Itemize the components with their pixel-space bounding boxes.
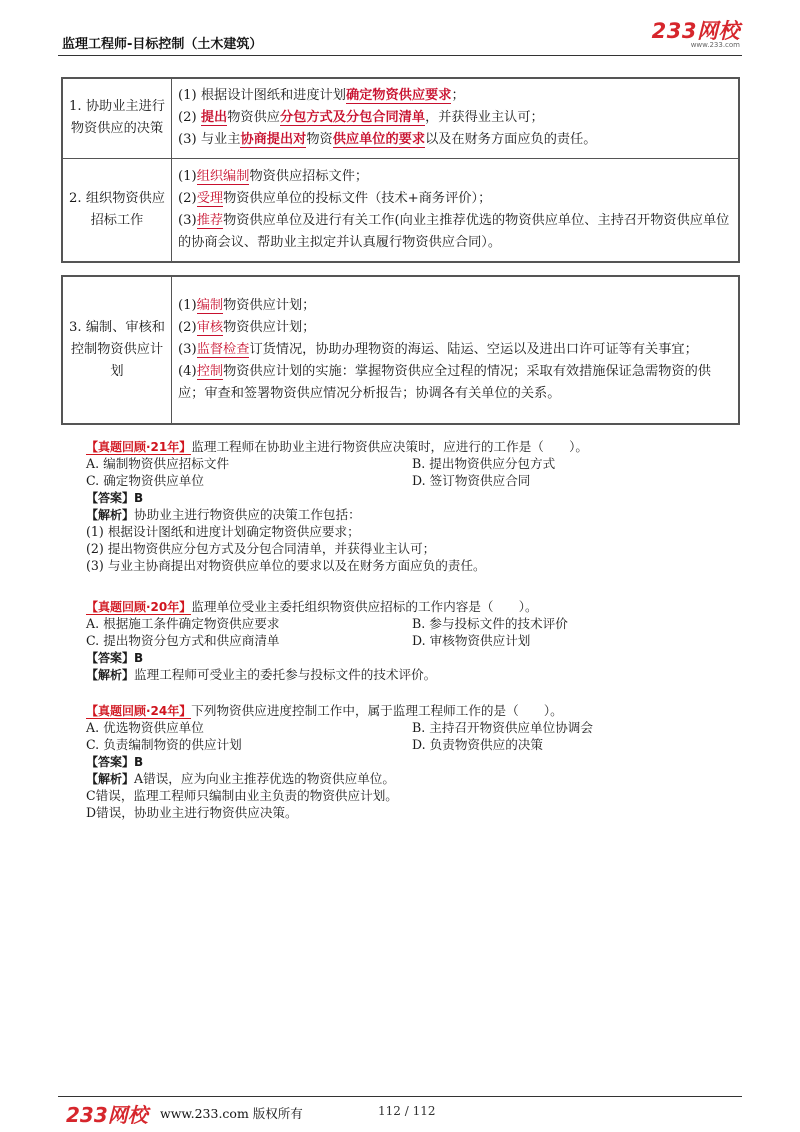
highlighted-keyword: 分包方式及分包合同清单 [280,110,426,126]
text-segment: (1) 根据设计图纸和进度计划 [178,88,346,104]
answer-tag: 【答案】 [86,491,135,505]
answer-option: B. 主持召开物资供应单位协调会 [412,720,593,735]
row-content [172,158,740,262]
question-stem [86,438,726,455]
content-line [178,339,732,361]
options-row [86,472,726,489]
highlighted-keyword: 确定物资供应要求 [345,88,452,104]
highlighted-keyword: 控制 [196,364,224,379]
exam-question-24 [86,702,726,821]
answer-line [86,649,726,666]
header-divider [58,55,742,56]
row-content [172,78,740,158]
brand-logo-text: 233网校 [651,19,740,43]
analysis-line [86,540,726,557]
text-segment: (2) [178,320,197,335]
highlighted-keyword: 审核 [196,320,224,335]
highlighted-keyword: 推荐 [196,212,224,228]
answer-option: A. 根据施工条件确定物资供应要求 [86,616,280,631]
analysis-line [86,523,726,540]
analysis-text: (2) 提出物资供应分包方式及分包合同清单，并获得业主认可； [86,541,436,556]
options-row [86,455,726,472]
text-segment: ，并获得业主认可； [425,110,544,126]
supervision-duties-table-1 [61,77,740,263]
question-stem [86,598,726,615]
answer-value: B [134,755,144,769]
answer-option: C. 提出物资分包方式和供应商清单 [86,633,280,648]
analysis-line [86,666,726,683]
content-line [178,317,732,339]
question-source-tag: 【真题回顾·20年】 [86,600,192,614]
answer-option: A. 优选物资供应单位 [86,720,204,735]
analysis-line [86,506,726,523]
text-segment: (3) [178,212,197,228]
page-number: 112 / 112 [378,1104,436,1118]
analysis-tag: 【解析】 [86,772,135,786]
answer-option: C. 负责编制物资的供应计划 [86,737,242,752]
exam-question-20 [86,598,726,683]
text-segment: 物资供应单位的投标文件（技术+商务评价）； [223,190,492,206]
analysis-text: C错误，监理工程师只编制由业主负责的物资供应计划。 [86,788,398,803]
text-segment: 物资供应招标文件； [249,168,369,184]
footer-brand-logo: 233网校 [66,1103,148,1127]
content-line [178,295,732,317]
table-row [62,276,739,424]
answer-value: B [134,651,144,665]
text-segment: 订货情况，协助办理物资的海运、陆运、空运以及进出口许可证等有关事宜； [249,342,698,357]
answer-option: B. 参与投标文件的技术评价 [412,616,568,631]
text-segment: 以及在财务方面应负的责任。 [425,132,597,148]
analysis-text: 协助业主进行物资供应的决策工作包括： [134,507,361,522]
question-text: 监理工程师在协助业主进行物资供应决策时，应进行的工作是（ ）。 [191,439,588,454]
text-segment: 物资供应计划； [223,298,316,313]
table-row [62,158,739,262]
analysis-line [86,804,726,821]
highlighted-keyword: 协商提出对 [240,132,307,148]
question-source-tag: 【真题回顾·24年】 [86,704,192,718]
answer-option: D. 审核物资供应计划 [412,633,531,648]
options-row [86,736,726,753]
content-line [178,188,732,210]
analysis-text: A错误，应为向业主推荐优选的物资供应单位。 [134,771,395,786]
row-label: 1. 协助业主进行物资供应的决策 [62,78,172,158]
content-line [178,166,732,188]
text-segment: 物资供应单位及进行有关工作(向业主推荐优选的物资供应单位、主持召开物资供应单位的协商会议、帮助业主拟定并认真履行物资供应合同）。 [178,212,730,250]
text-segment: (2) [178,190,197,206]
answer-option: D. 签订物资供应合同 [412,473,531,488]
text-segment: (2) [178,110,201,126]
analysis-text: D错误，协助业主进行物资供应决策。 [86,805,298,820]
analysis-tag: 【解析】 [86,668,135,682]
options-row [86,615,726,632]
footer-copyright: www.233.com 版权所有 [160,1106,303,1121]
question-text: 下列物资供应进度控制工作中，属于监理工程师工作的是（ ）。 [191,703,563,718]
analysis-line [86,770,726,787]
highlighted-keyword: 监督检查 [196,342,250,357]
text-segment: (3) [178,342,197,357]
text-segment: 物资 [306,132,333,148]
text-segment: 物资供应计划； [223,320,316,335]
text-segment: ； [451,88,465,104]
brand-logo [652,20,740,49]
content-line [178,85,732,107]
analysis-line [86,557,726,574]
question-stem [86,702,726,719]
analysis-tag: 【解析】 [86,508,135,522]
row-label: 2. 组织物资供应招标工作 [62,158,172,262]
text-segment: (1) [178,168,197,184]
highlighted-keyword: 组织编制 [196,168,250,184]
document-header-title: 监理工程师-目标控制（土木建筑） [62,37,263,52]
text-segment: (3) 与业主 [178,132,241,148]
answer-line [86,753,726,770]
question-source-tag: 【真题回顾·21年】 [86,440,192,454]
text-segment: 物资供应计划的实施：掌握物资供应全过程的情况；采取有效措施保证急需物资的供应；审查和签署物资供应情况分析报告；协调各有关单位的关系。 [178,364,711,401]
analysis-line [86,787,726,804]
options-row [86,632,726,649]
table-row [62,78,739,158]
content-line [178,107,732,129]
content-line [178,210,732,254]
analysis-text: (3) 与业主协商提出对物资供应单位的要求以及在财务方面应负的责任。 [86,558,486,573]
footer-divider [58,1096,742,1097]
analysis-text: 监理工程师可受业主的委托参与投标文件的技术评价。 [134,667,437,682]
content-line [178,361,732,405]
answer-option: C. 确定物资供应单位 [86,473,204,488]
answer-tag: 【答案】 [86,755,135,769]
answer-line [86,489,726,506]
answer-value: B [134,491,144,505]
highlighted-keyword: 供应单位的要求 [332,132,426,148]
exam-question-21 [86,438,726,574]
supervision-duties-table-2 [61,275,740,425]
text-segment: (1) [178,298,197,313]
content-line [178,129,732,151]
question-text: 监理单位受业主委托组织物资供应招标的工作内容是（ ）。 [191,599,538,614]
brand-logo-domain: www.233.com [690,41,740,49]
analysis-text: (1) 根据设计图纸和进度计划确定物资供应要求； [86,524,360,539]
answer-tag: 【答案】 [86,651,135,665]
answer-option: B. 提出物资供应分包方式 [412,456,556,471]
highlighted-keyword: 编制 [196,298,224,313]
options-row [86,719,726,736]
answer-option: D. 负责物资供应的决策 [412,737,543,752]
text-segment: 物资供应 [227,110,280,126]
row-label: 3. 编制、审核和控制物资供应计划 [62,276,172,424]
row-content [172,276,740,424]
highlighted-keyword: 提出 [200,110,228,126]
text-segment: (4) [178,364,197,379]
highlighted-keyword: 受理 [196,190,224,206]
answer-option: A. 编制物资供应招标文件 [86,456,230,471]
